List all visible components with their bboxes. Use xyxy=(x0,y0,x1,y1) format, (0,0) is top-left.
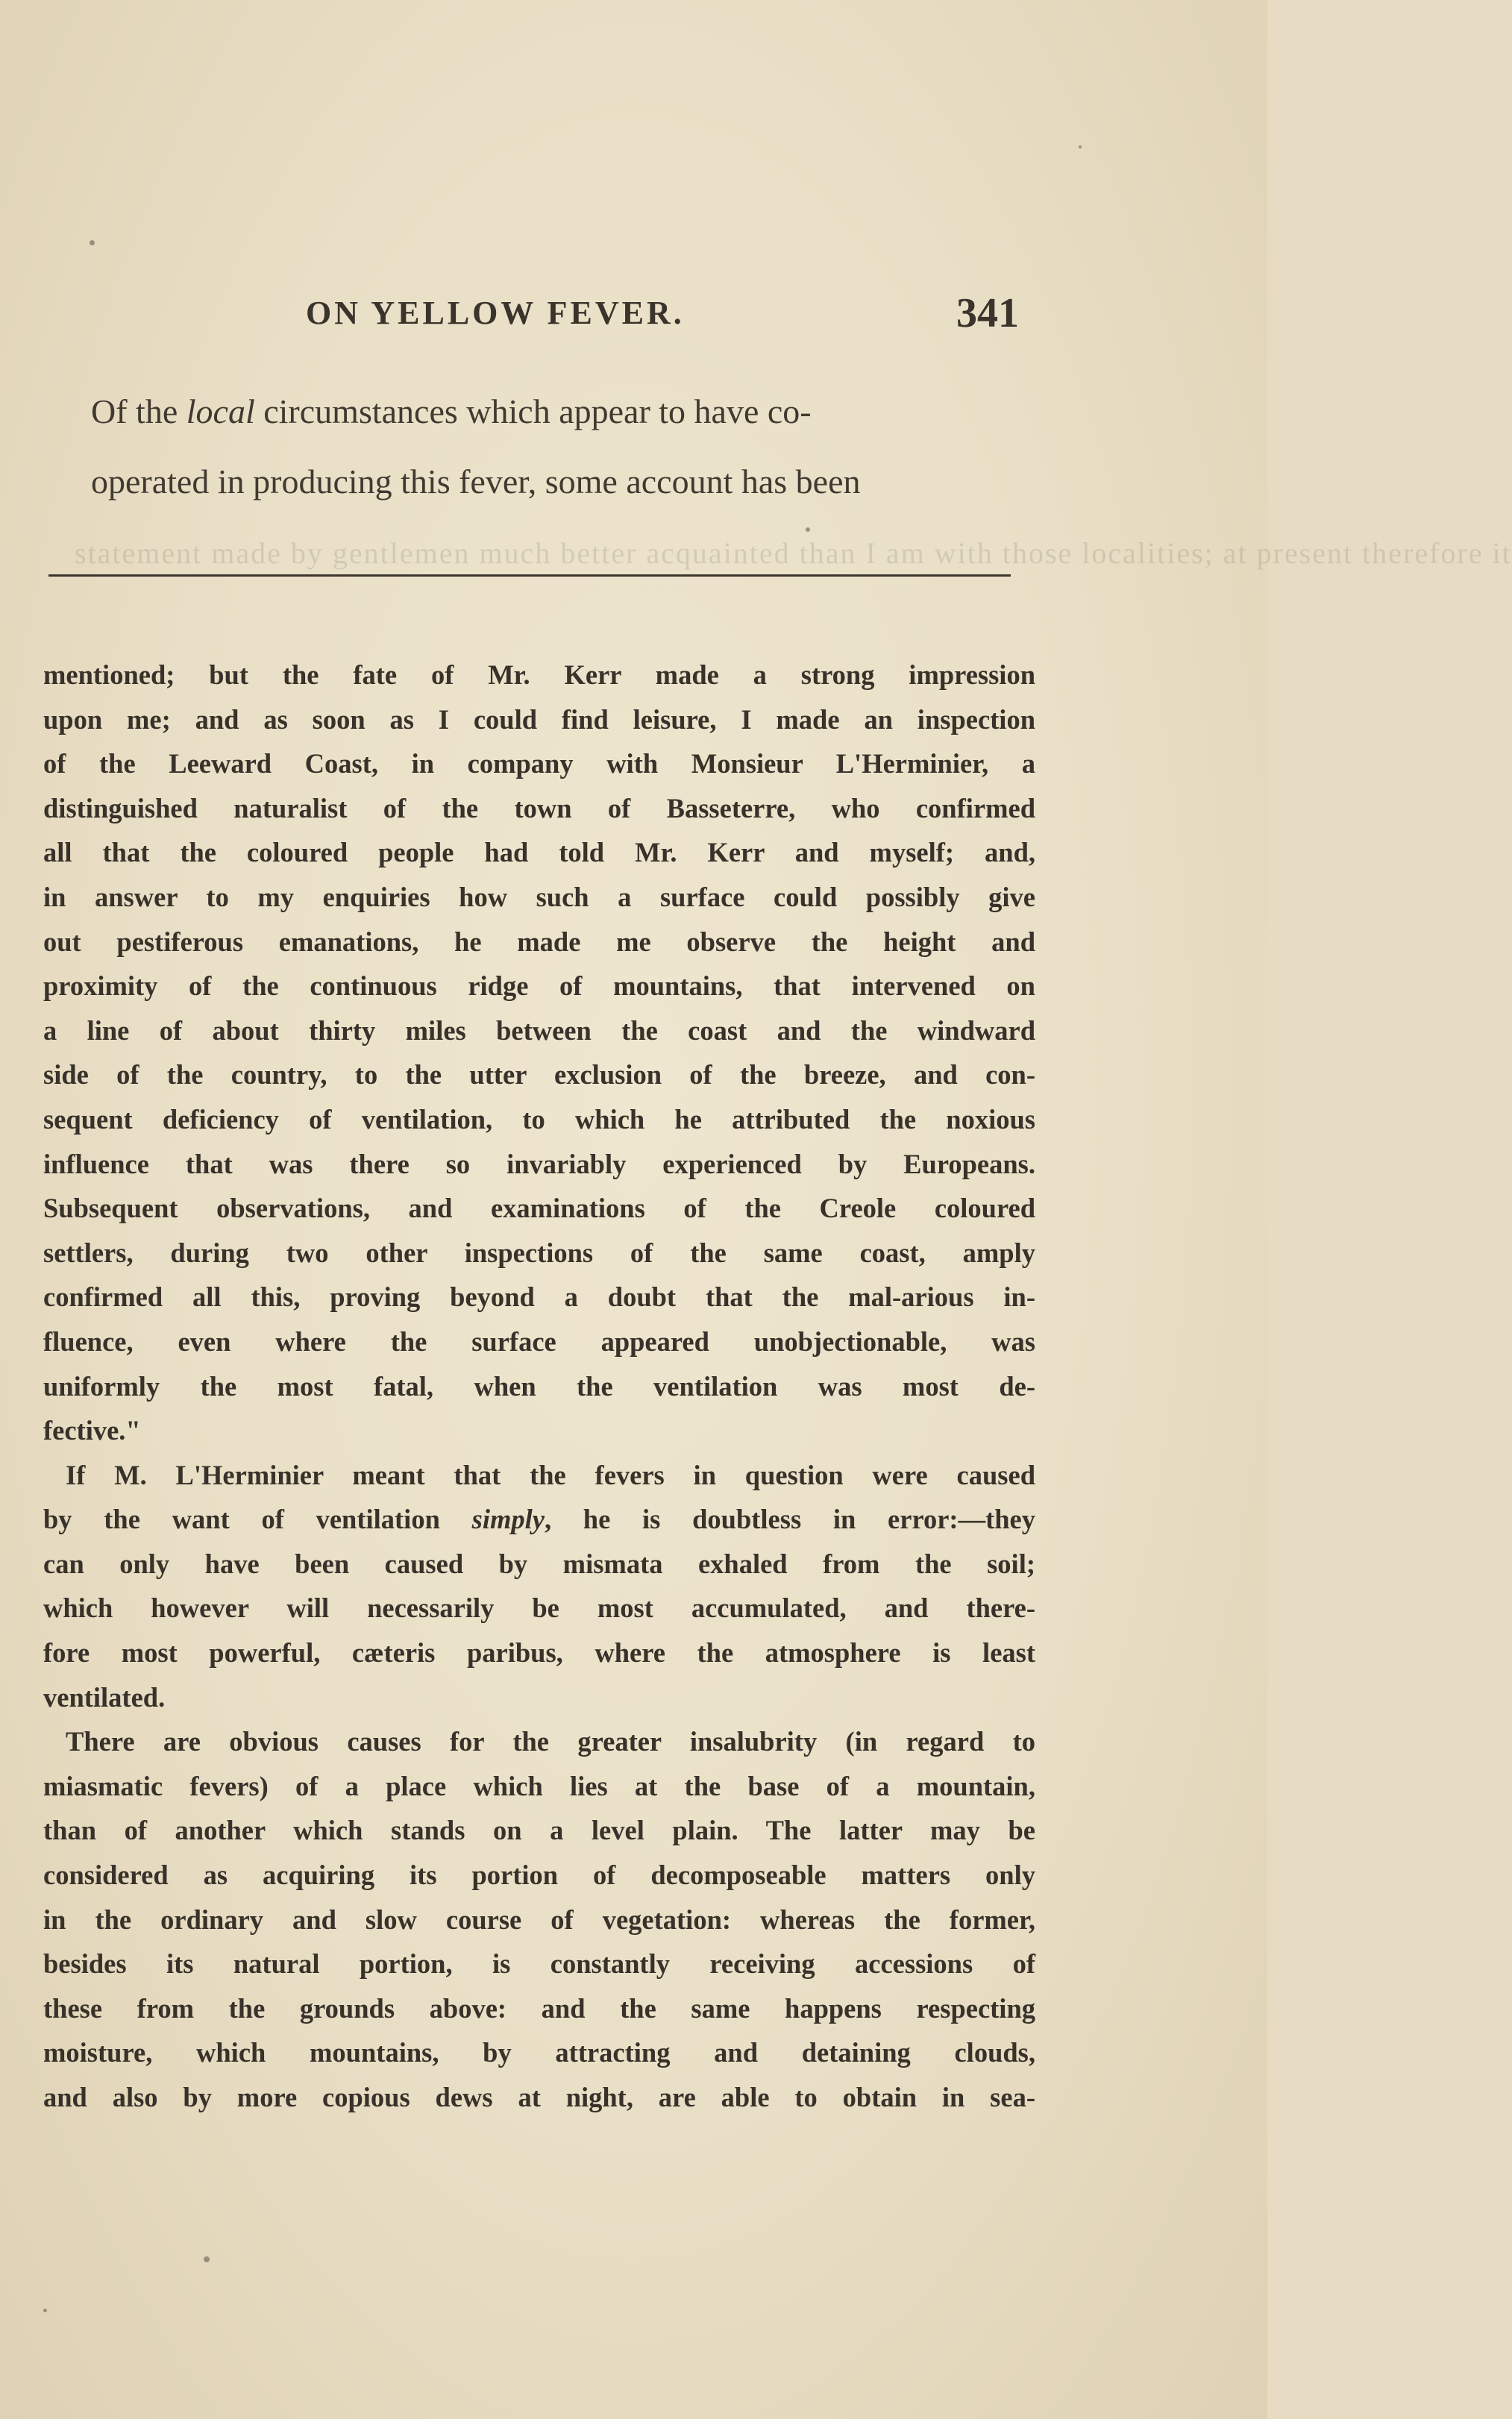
text-line: of the Leeward Coast, in company with Monsieur L'Herminier, a xyxy=(43,748,1035,779)
text-line: all that the coloured people had told Mr. Kerr and myself; and, xyxy=(43,837,1035,868)
text-line: fluence, even where the surface appeared unobjectionable, was xyxy=(43,1325,1035,1357)
page-number: 341 xyxy=(956,290,1019,336)
paper-speck xyxy=(1079,145,1082,148)
text-line: considered as acquiring its portion of decomposeable matters only xyxy=(43,1860,1035,1891)
text-line: these from the grounds above: and the same happens respecting xyxy=(43,1992,1035,2024)
text-line: proximity of the continuous ridge of mountains, that intervened on xyxy=(43,970,1035,1002)
text-line: by the want of ventilation simply, he is doubtless in error:—they xyxy=(43,1504,1035,1535)
running-title: ON YELLOW FEVER. xyxy=(306,295,685,331)
text-line: influence that was there so invariably experienced by Europeans. xyxy=(43,1148,1035,1179)
text-line: out pestiferous emanations, he made me observe the height and xyxy=(43,926,1035,957)
lead-line: operated in producing this fever, some account has been xyxy=(91,462,861,501)
lead-line: Of the local circumstances which appear to have co- xyxy=(91,392,812,430)
text-line: can only have been caused by mismata exhaled from the soil; xyxy=(43,1548,1035,1579)
text-line: side of the country, to the utter exclusion of the breeze, and con- xyxy=(43,1059,1035,1091)
paper-speck xyxy=(43,2309,47,2312)
text-line: uniformly the most fatal, when the ventilation was most de- xyxy=(43,1370,1035,1402)
text-line: than of another which stands on a level plain. The latter may be xyxy=(43,1815,1035,1846)
paper-speck xyxy=(806,527,810,532)
show-through-text: statement made by gentlemen much better acquainted than I am with those localities; at present therefore it xyxy=(75,536,1512,570)
quoted-passage xyxy=(43,653,1035,2120)
text-line: a line of about thirty miles between the coast and the windward xyxy=(43,1014,1035,1046)
text-line: There are obvious causes for the greater insalubrity (in regard to xyxy=(66,1726,1035,1757)
text-line: Subsequent observations, and examinations of the Creole coloured xyxy=(43,1193,1035,1224)
text-line: upon me; and as soon as I could find leisure, I made an inspection xyxy=(43,703,1035,735)
text-line: If M. L'Herminier meant that the fevers in question were caused xyxy=(66,1459,1035,1490)
text-line: sequent deficiency of ventilation, to which he attributed the noxious xyxy=(43,1103,1035,1135)
running-header xyxy=(0,289,1267,334)
text-line: moisture, which mountains, by attracting and detaining clouds, xyxy=(43,2037,1035,2068)
text-line: distinguished naturalist of the town of Basseterre, who confirmed xyxy=(43,792,1035,823)
lead-paragraph xyxy=(91,377,1031,517)
text-line: fore most powerful, cæteris paribus, where the atmosphere is least xyxy=(43,1637,1035,1669)
text-line: in answer to my enquiries how such a surface could possibly give xyxy=(43,881,1035,912)
lead-emphasis: local xyxy=(186,392,255,430)
emphasis-simply: simply xyxy=(471,1504,545,1535)
text-line: in the ordinary and slow course of vegetation: whereas the former, xyxy=(43,1904,1035,1935)
text-line: which however will necessarily be most accumulated, and there- xyxy=(43,1593,1035,1624)
text-line: miasmatic fevers) of a place which lies at the base of a mountain, xyxy=(43,1770,1035,1801)
text-line: settlers, during two other inspections of the same coast, amply xyxy=(43,1237,1035,1268)
text-line: and also by more copious dews at night, are able to obtain in sea- xyxy=(43,2082,1035,2112)
paper-speck xyxy=(90,240,95,245)
paper-speck xyxy=(204,2256,210,2262)
text-line: ventilated. xyxy=(43,1681,166,1713)
text-line: besides its natural portion, is constantly receiving accessions of xyxy=(43,1948,1035,1980)
text-line: mentioned; but the fate of Mr. Kerr made a strong impression xyxy=(43,659,1035,690)
text-line: fective." xyxy=(43,1415,141,1446)
section-rule xyxy=(48,574,1011,577)
text-line: confirmed all this, proving beyond a doubt that the mal-arious in- xyxy=(43,1281,1035,1313)
